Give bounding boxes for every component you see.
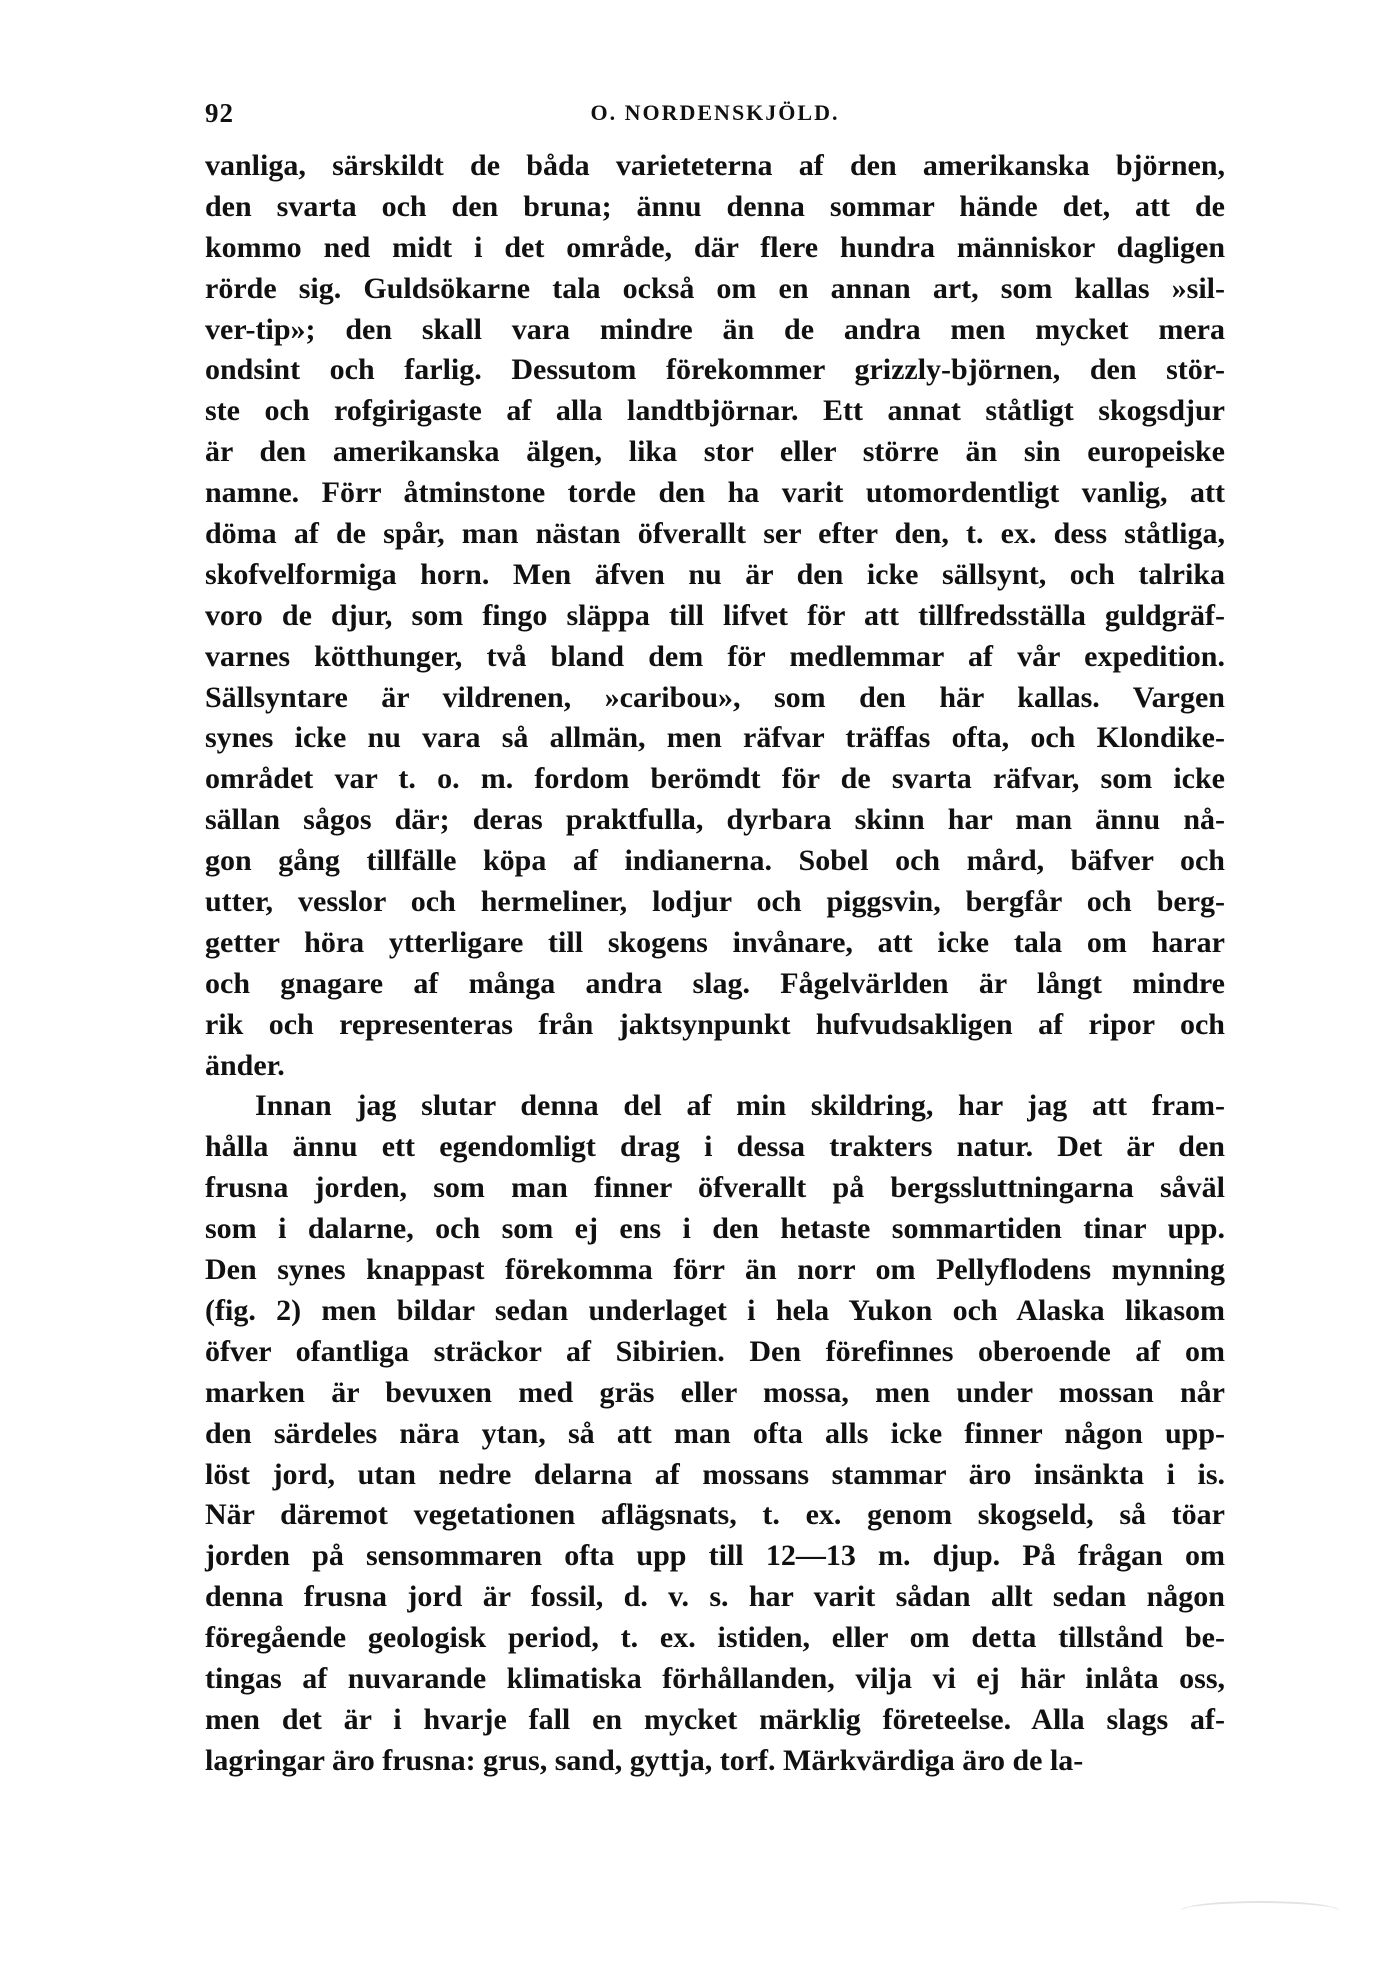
text-line: När däremot vegetationen aflägsnats, t. ex. genom skogseld, så töar — [205, 1498, 1225, 1532]
text-line: ondsint och farlig. Dessutom förekommer grizzly-björnen, den stör- — [205, 353, 1225, 387]
body-text — [205, 146, 1225, 1782]
text-line: kommo ned midt i det område, där flere hundra människor dagligen — [205, 230, 1225, 264]
text-line: synes icke nu vara så allmän, men räfvar träffas ofta, och Klondike- — [205, 721, 1225, 755]
text-line: som i dalarne, och som ej ens i den hetaste sommartiden tinar upp. — [205, 1212, 1225, 1246]
text-line: rik och representeras från jaktsynpunkt hufvudsakligen af ripor och — [205, 1007, 1225, 1041]
text-line: änder. — [205, 1048, 285, 1082]
text-line: är den amerikanska älgen, lika stor eller större än sin europeiske — [205, 435, 1225, 469]
text-line: rörde sig. Guldsökarne tala också om en annan art, som kallas »sil- — [205, 271, 1225, 305]
text-line: getter höra ytterligare till skogens invånare, att icke tala om harar — [205, 925, 1225, 959]
text-line: löst jord, utan nedre delarna af mossans stammar äro insänkta i is. — [205, 1457, 1225, 1491]
text-line: utter, vesslor och hermeliner, lodjur och piggsvin, bergfår och berg- — [205, 885, 1225, 919]
text-line: marken är bevuxen med gräs eller mossa, men under mossan når — [205, 1375, 1225, 1409]
text-line: hålla ännu ett egendomligt drag i dessa trakters natur. Det är den — [205, 1130, 1225, 1164]
text-line: Den synes knappast förekomma förr än norr om Pellyflodens mynning — [205, 1253, 1225, 1287]
text-line: ste och rofgirigaste af alla landtbjörnar. Ett annat ståtligt skogsdjur — [205, 394, 1225, 428]
text-line: lagringar äro frusna: grus, sand, gyttja, torf. Märkvärdiga äro de la- — [205, 1743, 1084, 1777]
page-header — [205, 98, 1225, 128]
text-line: voro de djur, som fingo släppa till lifvet för att tillfredsställa guldgräf- — [205, 598, 1225, 632]
text-line: varnes kötthunger, två bland dem för medlemmar af vår expedition. — [205, 639, 1225, 673]
text-line: sällan sågos där; deras praktfulla, dyrbara skinn har man ännu nå- — [205, 803, 1225, 837]
text-line: vanliga, särskildt de båda varieteterna af den amerikanska björnen, — [205, 149, 1225, 182]
text-line: frusna jorden, som man finner öfverallt på bergssluttningarna såväl — [205, 1171, 1225, 1205]
page-number: 92 — [205, 98, 234, 128]
page-smudge — [1180, 1901, 1340, 1921]
text-line: området var t. o. m. fordom berömdt för de svarta räfvar, som icke — [205, 762, 1225, 796]
text-line: denna frusna jord är fossil, d. v. s. har varit sådan allt sedan någon — [205, 1580, 1225, 1614]
text-line: och gnagare af många andra slag. Fågelvärlden är långt mindre — [205, 966, 1225, 1000]
text-line: ver-tip»; den skall vara mindre än de andra men mycket mera — [205, 312, 1225, 346]
running-head: O. NORDENSKJÖLD. — [590, 100, 840, 125]
text-line: föregående geologisk period, t. ex. istiden, eller om detta tillstånd be- — [205, 1621, 1225, 1655]
text-line: namne. Förr åtminstone torde den ha varit utomordentligt vanlig, att — [205, 476, 1225, 510]
text-line: Innan jag slutar denna del af min skildring, har jag att fram- — [255, 1089, 1225, 1123]
text-line: jorden på sensommaren ofta upp till 12—13 m. djup. På frågan om — [205, 1539, 1225, 1573]
text-line: den särdeles nära ytan, så att man ofta alls icke finner någon upp- — [205, 1416, 1225, 1450]
text-line: men det är i hvarje fall en mycket märklig företeelse. Alla slags af- — [205, 1702, 1225, 1736]
text-line: (fig. 2) men bildar sedan underlaget i hela Yukon och Alaska likasom — [205, 1293, 1225, 1327]
paragraph — [205, 1086, 1225, 1781]
text-line: Sällsyntare är vildrenen, »caribou», som den här kallas. Vargen — [205, 680, 1225, 714]
text-line: skofvelformiga horn. Men äfven nu är den icke sällsynt, och talrika — [205, 557, 1225, 591]
text-line: döma af de spår, man nästan öfverallt ser efter den, t. ex. dess ståtliga, — [205, 517, 1225, 551]
text-line: tingas af nuvarande klimatiska förhållanden, vilja vi ej här inlåta oss, — [205, 1661, 1225, 1695]
paragraph — [205, 146, 1225, 1086]
text-line: den svarta och den bruna; ännu denna sommar hände det, att de — [205, 189, 1225, 223]
text-line: gon gång tillfälle köpa af indianerna. Sobel och mård, bäfver och — [205, 844, 1225, 878]
text-line: öfver ofantliga sträckor af Sibirien. Den förefinnes oberoende af om — [205, 1334, 1225, 1368]
